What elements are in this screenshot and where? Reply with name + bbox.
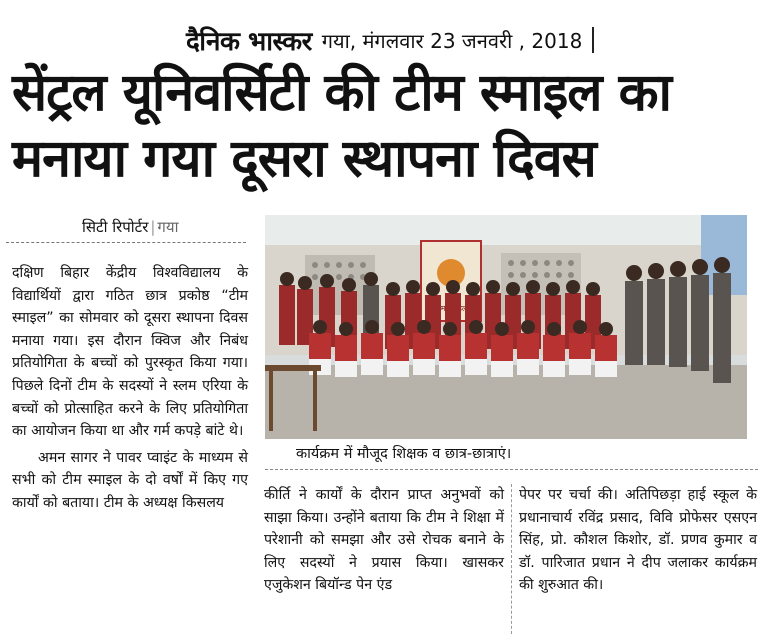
column-divider (511, 484, 512, 634)
paragraph-2: अमन सागर ने पावर प्वाइंट के माध्यम से सभी को टीम स्माइल के दो वर्षों में किए गए कार्यों को बताया। टीम के अध्यक्ष किसलय (12, 449, 248, 511)
photo-caption: कार्यक्रम में मौजूद शिक्षक व छात्र-छात्राएं। (296, 446, 512, 462)
reporter-name: सिटी रिपोर्टर (82, 218, 149, 236)
group-photo-illustration (265, 215, 747, 439)
article-column-2 (264, 484, 504, 597)
paragraph-4: पेपर पर चर्चा की। अतिपिछड़ा हाई स्कूल के प्रधानाचार्य रविंद्र प्रसाद, विवि प्रोफेसर एसएन सिंह, प्रो. कौशल किशोर, डॉ. प्रणव कुमार व डॉ. पारिजात प्रधान ने दीप जलाकर कार्यक्रम की शुरुआत की। (519, 487, 757, 594)
masthead-divider (592, 27, 594, 53)
headline (12, 60, 760, 192)
article-column-3 (519, 484, 757, 597)
headline-line-1: सेंट्रल यूनिवर्सिटी की टीम स्माइल का (12, 63, 671, 123)
byline-separator: | (150, 218, 156, 236)
byline (82, 217, 178, 237)
paragraph-1: दक्षिण बिहार केंद्रीय विश्वविद्यालय के विद्यार्थियों द्वारा गठित छात्र प्रकोष्ठ “टीम स्माइल” का सोमवार को दूसरा स्थापना दिवस मनाया गया। इस दौरान क्विज और निबंध प्रतियोगिता के बच्चों को पुरस्कृत किया गया। पिछले दिनों टीम के सदस्यों ने स्लम एरिया के बच्चों को प्रोत्साहित करने के लिए प्रतियोगिता का आयोजन किया था और गर्म कपड़े बांटे थे। (12, 265, 248, 440)
article-column-1 (12, 262, 248, 515)
byline-rule (6, 242, 246, 243)
byline-place: गया (157, 218, 179, 236)
headline-line-2: मनाया गया दूसरा स्थापना दिवस (12, 129, 596, 189)
news-photo (265, 215, 747, 439)
masthead (186, 22, 594, 58)
caption-rule (265, 469, 758, 470)
dateline: गया, मंगलवार 23 जनवरी , 2018 (321, 28, 583, 53)
paragraph-3: कीर्ति ने कार्यों के दौरान प्राप्त अनुभवों को साझा किया। उन्होंने बताया कि टीम ने शिक्षा में परेशानी को समझा और उसे रोचक बनाने के लिए सदस्यों ने प्रयास किया। खासकर एजुकेशन बियॉन्ड पेन एंड (264, 487, 504, 594)
newspaper-logo: दैनिक भास्कर (186, 27, 312, 57)
